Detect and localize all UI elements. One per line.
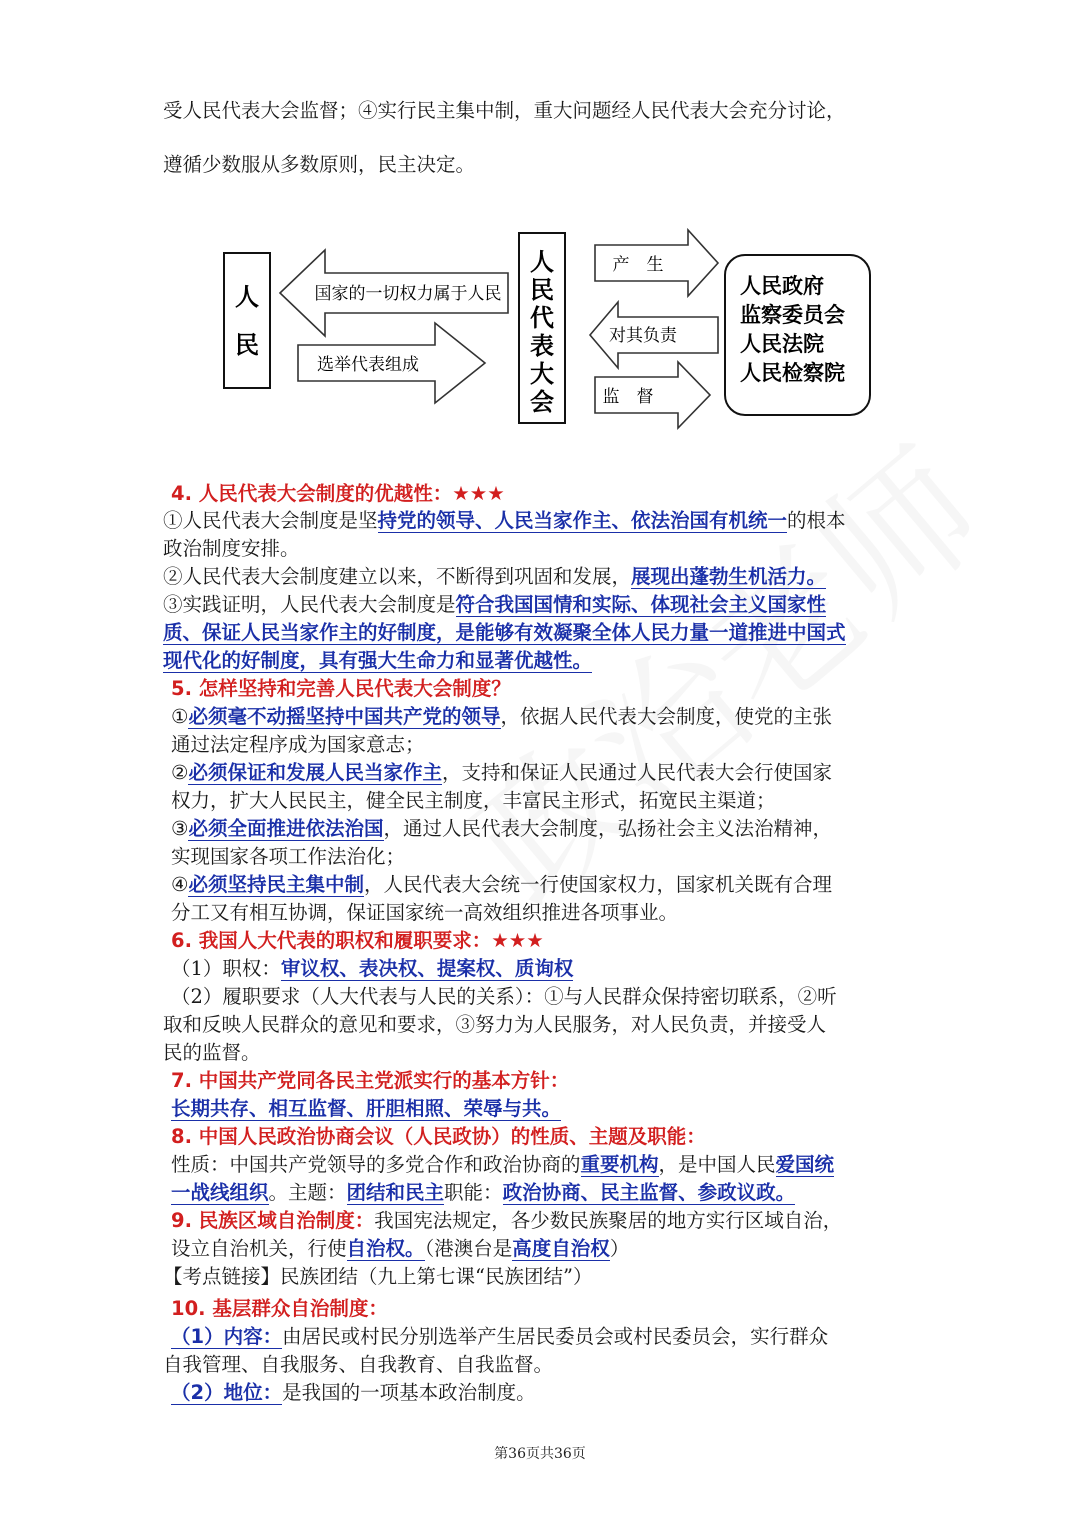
s4-p3-line3 bbox=[163, 648, 592, 674]
s4-p3e: 现代化的好制度，具有强大生命力和显著优越性。 bbox=[163, 649, 593, 672]
s7-body: 长期共存、相互监督、肝胆相照、荣辱与共。 bbox=[171, 1097, 562, 1120]
s4-title: 4. 人民代表大会制度的优越性： bbox=[171, 482, 453, 505]
s6-stars: ★★★ bbox=[491, 929, 544, 952]
s4-p2b: 展现出蓬勃生机活力。 bbox=[631, 565, 827, 588]
s5-item3-key: 必须全面推进依法治国 bbox=[188, 817, 384, 840]
s5-item4-line1: ④必须坚持民主集中制，人民代表大会统一行使国家权力，国家机关既有合理 bbox=[171, 873, 833, 896]
s6-title: 6. 我国人大代表的职权和履职要求： bbox=[171, 929, 492, 952]
s5-title: 5. 怎样坚持和完善人民代表大会制度？ bbox=[171, 677, 511, 700]
page-footer: 第36页共36页 bbox=[494, 1446, 586, 1462]
s6-heading bbox=[171, 928, 544, 954]
s10-title: 10. 基层群众自治制度： bbox=[171, 1297, 388, 1320]
congress-char-5: 大 bbox=[530, 360, 554, 388]
s9-line1: 9. 民族区域自治制度：我国宪法规定，各少数民族聚居的地方实行区域自治， bbox=[171, 1209, 843, 1232]
s4-p3c: 质、保证人民当家作主的好制度， bbox=[163, 621, 456, 644]
s8-title: 8. 中国人民政治协商会议（人民政协）的性质、主题及职能： bbox=[171, 1125, 706, 1148]
s4-p2 bbox=[163, 564, 826, 590]
s4-stars: ★★★ bbox=[452, 482, 505, 505]
s10-content-label: （1）内容： bbox=[171, 1325, 283, 1348]
congress-char-6: 会 bbox=[530, 388, 554, 416]
arrow-produce-label: 产 生 bbox=[612, 255, 664, 275]
s7-title: 7. 中国共产党同各民主党派实行的基本方针： bbox=[171, 1069, 570, 1092]
s10-content-line1: （1）内容：由居民或村民分别选举产生居民委员会或村民委员会，实行群众 bbox=[171, 1325, 829, 1348]
s10-status: （2）地位：是我国的一项基本政治制度。 bbox=[171, 1381, 536, 1404]
s9-line2: 设立自治机关，行使自治权。（港澳台是高度自治权） bbox=[171, 1237, 630, 1260]
s4-p1-line2: 政治制度安排。 bbox=[163, 537, 300, 560]
s5-item4-line2: 分工又有相互协调，保证国家统一高效组织推进各项事业。 bbox=[171, 901, 679, 924]
arrow-responsible-label: 对其负责 bbox=[609, 326, 677, 346]
s4-p1a: ①人民代表大会制度是坚 bbox=[163, 509, 378, 532]
s5-item4-key: 必须坚持民主集中制 bbox=[188, 873, 364, 896]
s6-req-line3: 民的监督。 bbox=[163, 1041, 261, 1064]
congress-char-3: 代 bbox=[530, 304, 554, 332]
people-char-2: 民 bbox=[235, 331, 259, 359]
s6-powers: （1）职权：审议权、表决权、提案权、质询权 bbox=[171, 957, 574, 980]
s4-p3a: ③实践证明，人民代表大会制度是 bbox=[163, 593, 456, 616]
s6-req-line2: 取和反映人民群众的意见和要求，③努力为人民服务，对人民负责，并接受人 bbox=[163, 1013, 827, 1036]
intro-line-2: 遵循少数服从多数原则，民主决定。 bbox=[163, 153, 476, 176]
s5-item1-key: 必须毫不动摇坚持中国共产党的领导 bbox=[188, 705, 501, 728]
s10-content-line2: 自我管理、自我服务、自我教育、自我监督。 bbox=[163, 1353, 554, 1376]
organ-4: 人民检察院 bbox=[740, 361, 845, 385]
people-box bbox=[224, 253, 270, 388]
arrow-left-label: 国家的一切权力属于人民 bbox=[314, 284, 502, 304]
s5-item2-line1: ②必须保证和发展人民当家作主，支持和保证人民通过人民代表大会行使国家 bbox=[171, 761, 833, 784]
arrow-supervise-label: 监 督 bbox=[602, 387, 654, 407]
s8-line1: 性质：中国共产党领导的多党合作和政治协商的重要机构，是中国人民爱国统 bbox=[171, 1153, 835, 1176]
s4-p1b: 持党的领导、人民当家作主、依法治国有机统一 bbox=[377, 509, 788, 532]
s6-req-line1: （2）履职要求（人大代表与人民的关系）：①与人民群众保持密切联系，②听 bbox=[171, 985, 837, 1008]
s5-item1-line1: ①必须毫不动摇坚持中国共产党的领导，依据人民代表大会制度，使党的主张 bbox=[171, 705, 833, 728]
intro-line-1: 受人民代表大会监督；④实行民主集中制，重大问题经人民代表大会充分讨论， bbox=[163, 99, 846, 122]
s5-item3-line2: 实现国家各项工作法治化； bbox=[171, 845, 406, 868]
s9-title: 9. 民族区域自治制度： bbox=[171, 1209, 375, 1232]
npc-structure-diagram bbox=[220, 225, 880, 435]
s5-item3-line1: ③必须全面推进依法治国，通过人民代表大会制度，弘扬社会主义法治精神， bbox=[171, 817, 833, 840]
s10-status-label: （2）地位： bbox=[171, 1381, 283, 1404]
s4-p3b: 符合我国国情和实际、体现社会主义国家性 bbox=[455, 593, 827, 616]
s4-heading bbox=[171, 481, 505, 507]
s5-item2-key: 必须保证和发展人民当家作主 bbox=[188, 761, 442, 784]
organ-1: 人民政府 bbox=[740, 274, 824, 298]
s8-line2: 一战线组织。主题：团结和民主职能：政治协商、民主监督、参政议政。 bbox=[171, 1181, 796, 1204]
people-char-1: 人 bbox=[235, 283, 259, 311]
congress-char-4: 表 bbox=[530, 332, 554, 360]
organ-2: 监察委员会 bbox=[740, 303, 845, 327]
s6-powers-list: 审议权、表决权、提案权、质询权 bbox=[280, 957, 574, 980]
s4-p1c: 的根本 bbox=[787, 509, 846, 532]
s5-item1-line2: 通过法定程序成为国家意志； bbox=[171, 733, 425, 756]
s5-item2-line2: 权力，扩大人民民主，健全民主制度，丰富民主形式，拓宽民主渠道； bbox=[171, 789, 776, 812]
s4-p2a: ②人民代表大会制度建立以来，不断得到巩固和发展， bbox=[163, 565, 632, 588]
s9-link: 【考点链接】民族团结（九上第七课“民族团结”） bbox=[163, 1265, 593, 1288]
congress-char-1: 人 bbox=[530, 248, 554, 276]
arrow-right-label: 选举代表组成 bbox=[317, 355, 419, 375]
s4-p1-line1 bbox=[163, 508, 846, 534]
organ-3: 人民法院 bbox=[740, 332, 824, 356]
congress-char-2: 民 bbox=[530, 276, 554, 304]
s4-p3d: 是能够有效凝聚全体人民力量一道推进中国式 bbox=[455, 621, 846, 644]
s4-p3-line1 bbox=[163, 592, 826, 618]
s4-p3-line2 bbox=[163, 620, 846, 646]
